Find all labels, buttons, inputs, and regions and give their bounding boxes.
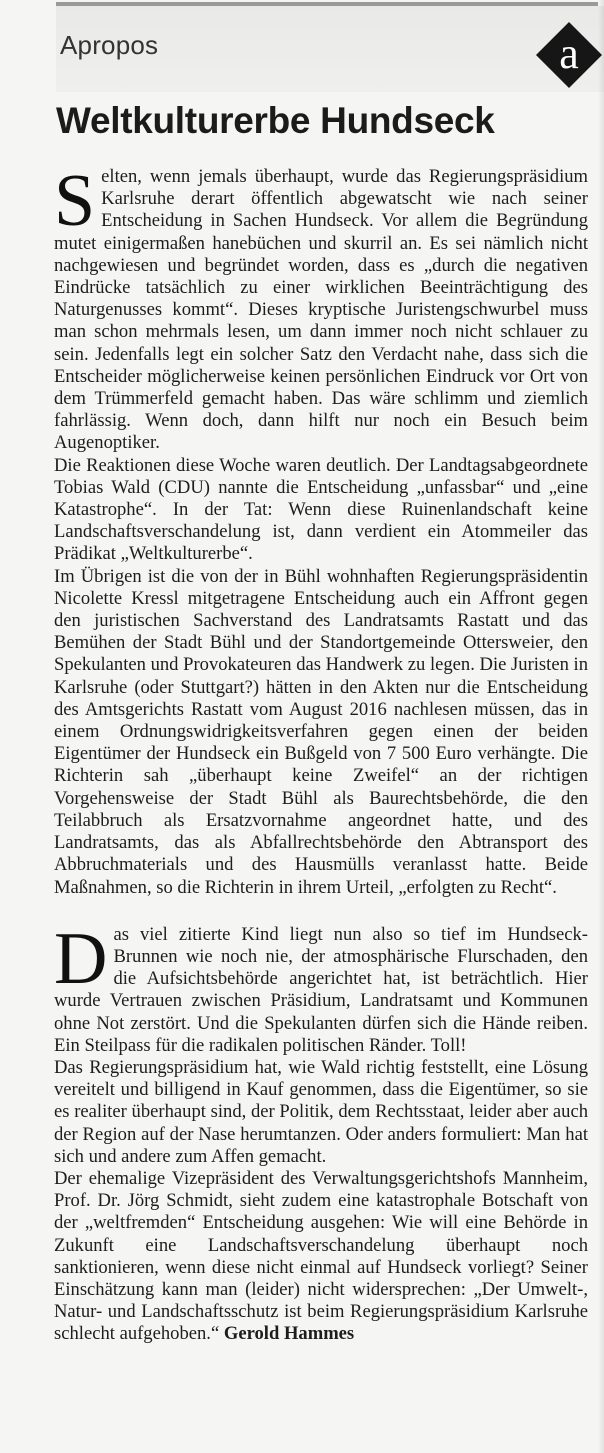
- rubric-label: Apropos: [60, 30, 159, 60]
- page-edge-shadow: [598, 0, 604, 1453]
- section1-lead-text: elten, wenn jemals überhaupt, wurde das Regierungspräsidium Karlsruhe derart öffentlich abgewatscht wie nach seiner Entscheidung in Sachen Hundseck. Vor allem die Begründung mutet einigermaßen hanebüchen und skurril an. Es sei nämlich nicht nachgewiesen und begründet worden, dass es „durch die negativen Eindrücke tatsächlich zu einer wirklichen Beeinträchtigung des Naturgenusses kommt“. Dieses kryptische Juristengschwurbel muss man schon mehrmals lesen, um dann immer noch nicht schlauer zu sein. Jedenfalls legt ein solcher Satz den Verdacht nahe, dass sich die Entscheider möglicherweise keinen persönlichen Eindruck vor Ort von dem Trümmerfeld gemacht haben. Das wäre schlimm und ziemlich fahrlässig. Wenn doch, dann hilft nur noch ein Besuch beim Augenoptiker.: [54, 166, 588, 454]
- dropcap-d: D: [54, 917, 108, 1000]
- section2-closing-text: Der ehemalige Vizepräsident des Verwaltungsgerichtshofs Mannheim, Prof. Dr. Jörg Schmidt, sieht zudem eine katastrophale Botschaft von der „weltfremden“ Entscheidung ausgehen: Wie will eine Behörde in Zukunft eine Landschaftsverschandelung überhaupt noch sanktionieren, wenn diese nicht einmal auf Hundseck vorliegt? Seiner Einschätzung kann man (leider) nicht widersprechen: „Der Umwelt-, Natur- und Landschaftsschutz ist beim Regierungspräsidium Karlsruhe schlecht aufgehoben.“: [54, 1167, 588, 1345]
- section2-paragraph-1: [54, 917, 588, 1057]
- section2-paragraph-3: [54, 1168, 588, 1346]
- author-byline: Gerold Hammes: [223, 1323, 355, 1345]
- dropcap-s: S: [54, 160, 96, 242]
- section1-paragraph-1: [54, 160, 588, 455]
- article-body: [54, 160, 588, 1346]
- headline: Weltkulturerbe Hundseck: [56, 100, 495, 141]
- logo-letter: a: [559, 29, 579, 78]
- section2-paragraph-2: Das Regierungspräsidium hat, wie Wald richtig feststellt, eine Lösung vereitelt und billigend in Kauf genommen, dass die Eigentümer, so sie es realiter überhaupt sind, der Politik, dem Rechtsstaat, leider aber auch der Region auf der Nase herumtanzen. Oder anders formuliert: Man hat sich und andere zum Affen gemacht.: [54, 1056, 588, 1167]
- section1-paragraph-2: Die Reaktionen diese Woche waren deutlich. Der Landtagsabgeordnete Tobias Wald (CDU) nannte die Entscheidung „unfassbar“ und „eine Katastrophe“. In der Tat: Wenn diese Ruinenlandschaft keine Landschaftsverschandelung ist, dann verdient ein Atommeiler das Prädikat „Weltkulturerbe“.: [54, 454, 588, 565]
- section1-paragraph-3: Im Übrigen ist die von der in Bühl wohnhaften Regierungspräsidentin Nicolette Kressl mitgetragene Entscheidung auch ein Affront gegen den juristischen Sachverstand des Landratsamts Rastatt und das Bemühen der Stadt Bühl und der Standortgemeinde Ottersweier, den Spekulanten und Provokateuren das Handwerk zu legen. Die Juristen in Karlsruhe (oder Stuttgart?) hätten in den Akten nur die Entscheidung des Amtsgerichts Rastatt vom August 2016 nachlesen müssen, das in einem Ordnungswidrigkeitsverfahren gegen einen der beiden Eigentümer der Hundseck ein Bußgeld von 7 500 Euro verhängte. Die Richterin sah „überhaupt keine Zweifel“ an der richtigen Vorgehensweise der Stadt Bühl als Baurechtsbehörde, die den Teilabbruch als Ersatzvornahme angeordnet hatte, und des Landratsamts, das als Abfallrechtsbehörde den Abtransport des Abbruchmaterials und des Hausmülls veranlasst hatte. Beide Maßnahmen, so die Richterin in ihrem Urteil, „erfolgten zu Recht“.: [54, 565, 588, 898]
- apropos-logo-icon: [534, 20, 604, 90]
- section-gap: [54, 899, 588, 924]
- section2-lead-text: as viel zitierte Kind liegt nun also so tief im Hundseck-Brunnen wie noch nie, der atmosphärische Flurschaden, den die Aufsichtsbehörde angerichtet hat, ist beträchtlich. Hier wurde Vertrauen zwischen Präsidium, Landratsamt und Kommunen ohne Not zerstört. Und die Spekulanten dürfen sich die Hände reiben. Ein Steilpass für die radikalen politischen Ränder. Toll!: [54, 923, 588, 1056]
